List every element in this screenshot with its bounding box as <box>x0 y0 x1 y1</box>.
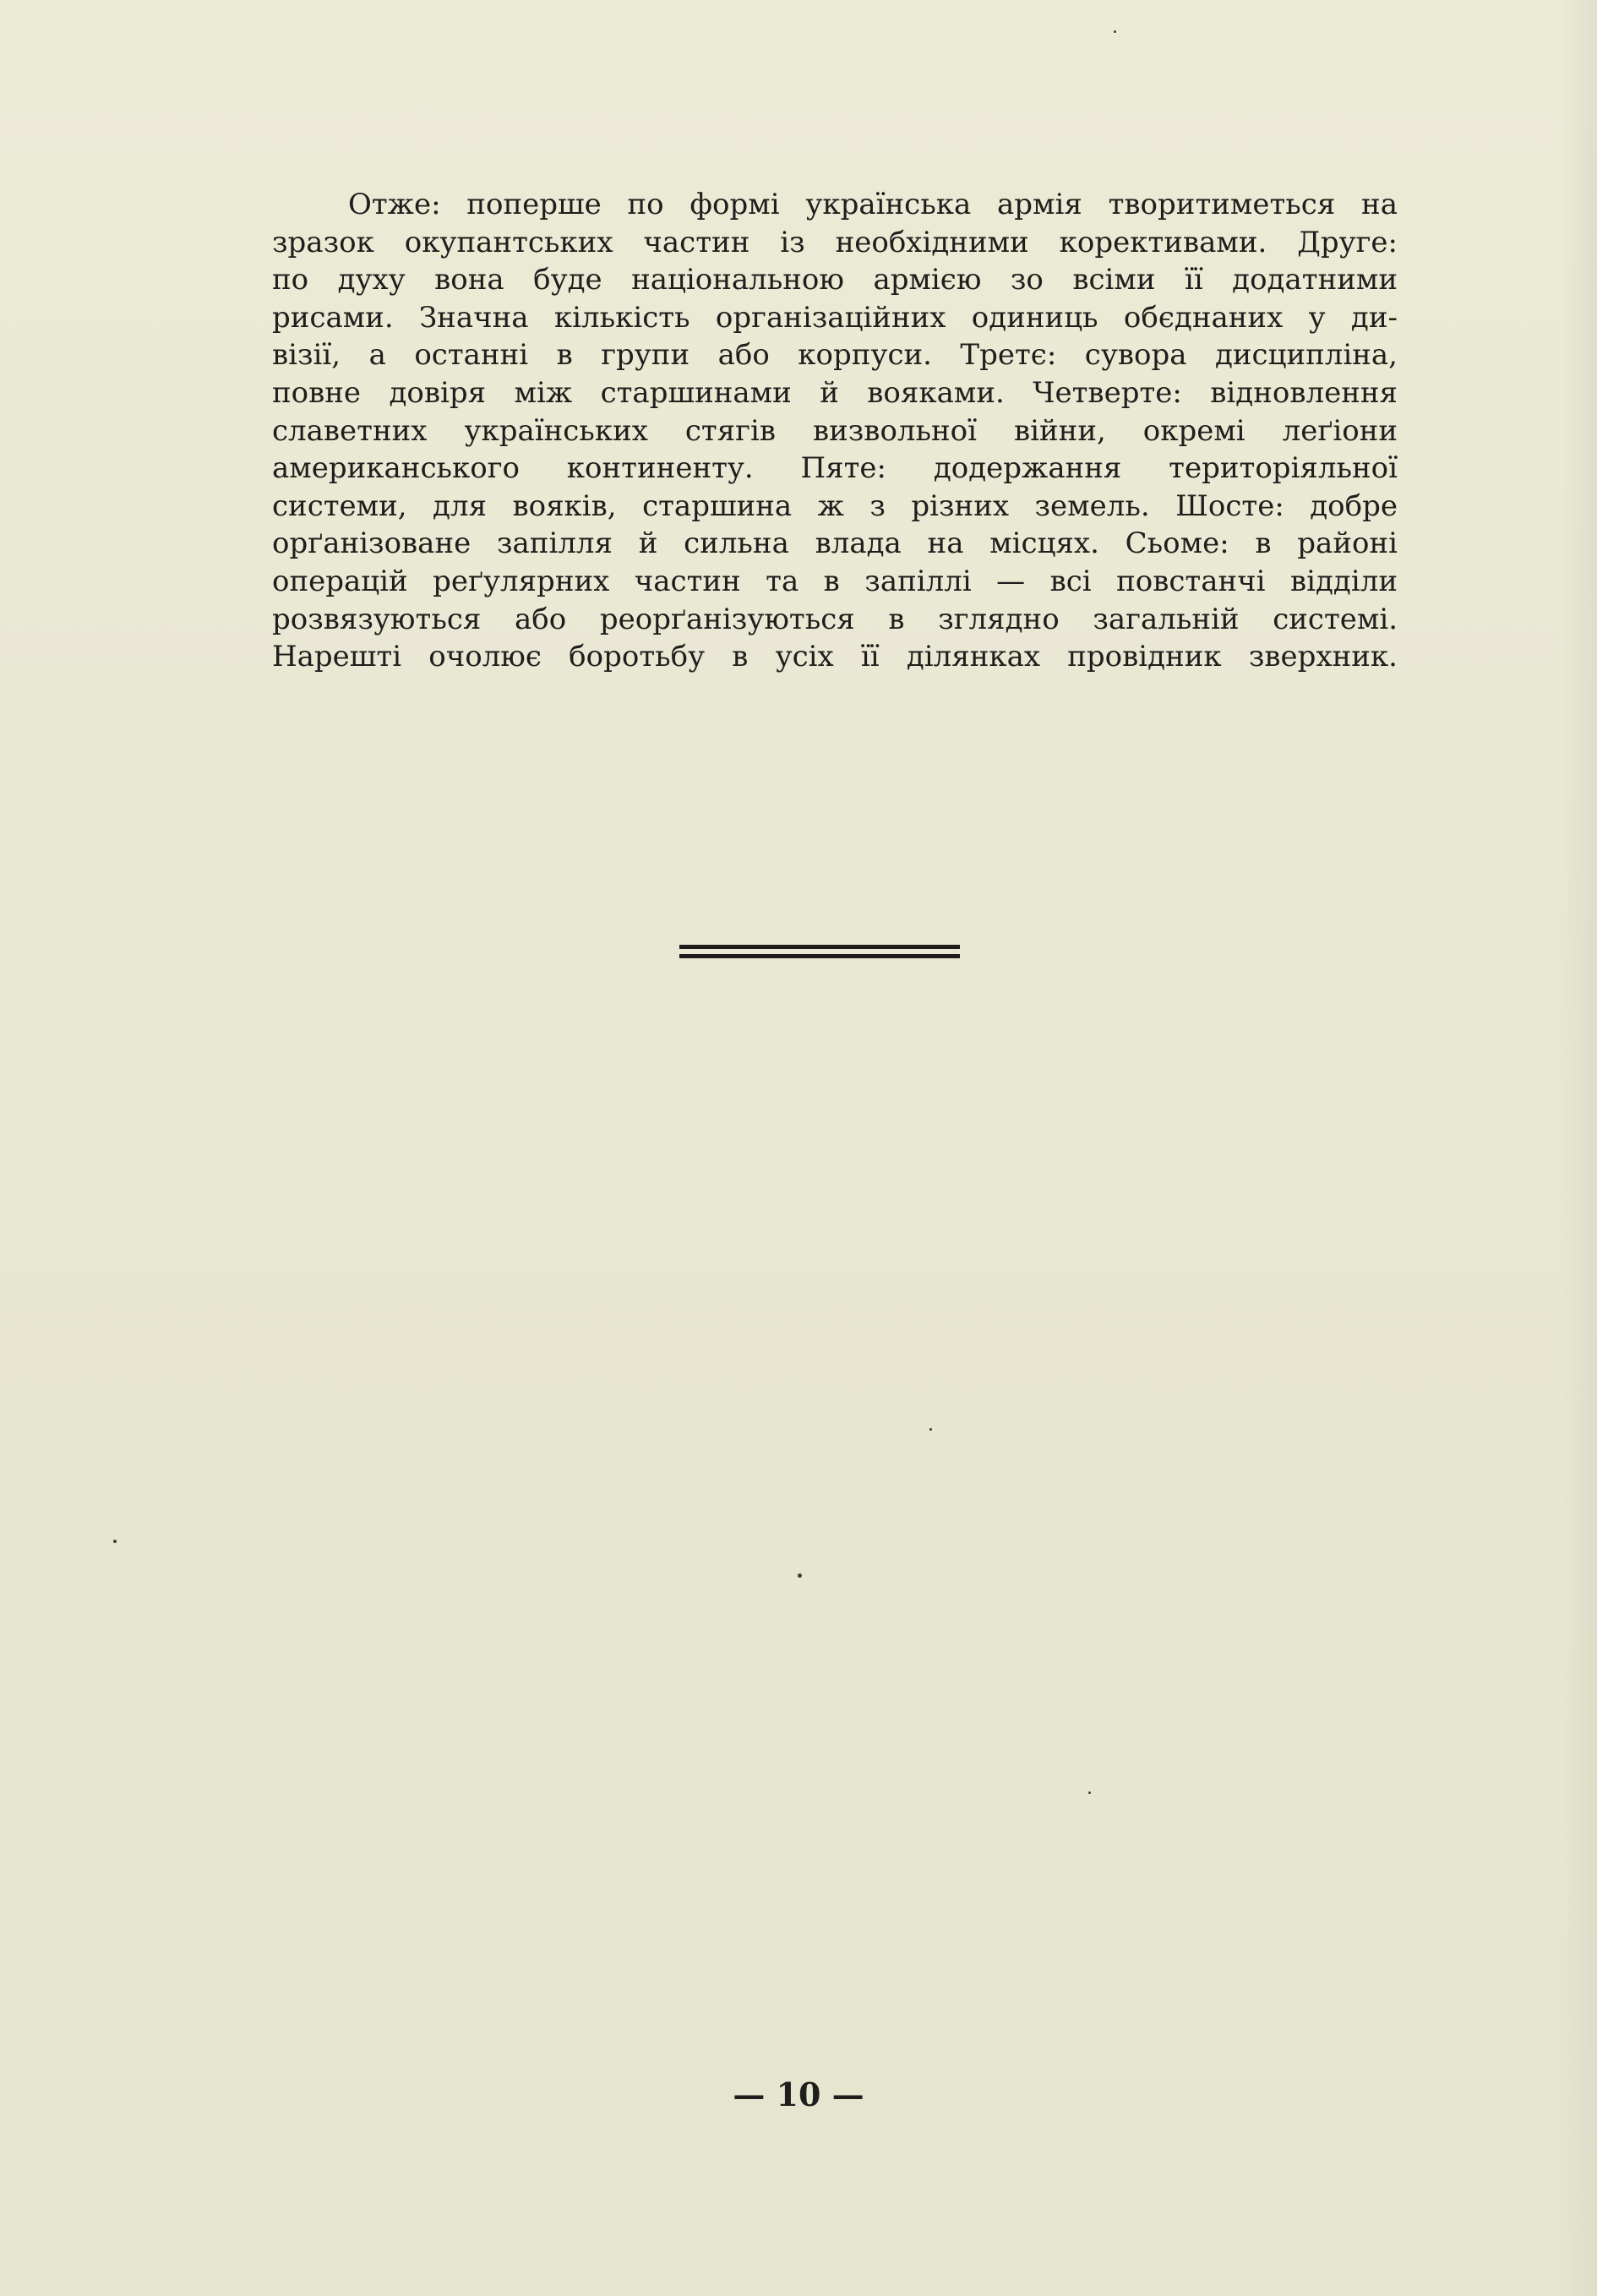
double-rule-divider <box>679 945 960 958</box>
page-number: — 10 — <box>733 2075 864 2113</box>
print-speck <box>929 1428 932 1431</box>
paragraph-line: по духу вона буде національною армією зо всіми її додатними <box>272 263 1398 297</box>
paragraph-line: американського континенту. Пяте: додержання територіяльної <box>272 451 1398 486</box>
paragraph-line: рисами. Значна кількість організаційних одиниць обєднаних у ди- <box>272 300 1398 335</box>
rule-bottom-line <box>679 954 960 958</box>
print-speck <box>1088 1792 1091 1794</box>
print-speck <box>113 1540 117 1543</box>
paragraph-line: системи, для вояків, старшина ж з різних земель. Шосте: добре <box>272 488 1398 523</box>
paragraph-line: візії, а останні в групи або корпуси. Третє: сувора дисципліна, <box>272 338 1398 373</box>
print-speck <box>798 1573 802 1578</box>
print-speck <box>1114 30 1116 33</box>
paragraph-line: Нарешті очолює боротьбу в усіх її ділянках провідник зверхник. <box>272 640 1398 674</box>
paragraph-line: зразок окупантських частин із необхідними корективами. Друге: <box>272 225 1398 259</box>
paragraph-line: славетних українських стягів визвольної війни, окремі леґіони <box>272 413 1398 448</box>
paragraph-line: розвязуються або реорґанізуються в зглядно загальній системі. <box>272 602 1398 636</box>
paragraph-line: повне довіря між старшинами й вояками. Четверте: відновлення <box>272 375 1398 410</box>
page-edge-shadow <box>1562 0 1597 2296</box>
body-paragraph <box>272 186 1398 676</box>
paragraph-line: Отже: поперше по формі українська армія творитиметься на <box>348 188 1398 221</box>
paragraph-line: операцій реґулярних частин та в запіллі — всі повстанчі відділи <box>272 564 1398 598</box>
paragraph-line: орґанізоване запілля й сильна влада на місцях. Сьоме: в районі <box>272 526 1398 561</box>
rule-top-line <box>679 945 960 949</box>
